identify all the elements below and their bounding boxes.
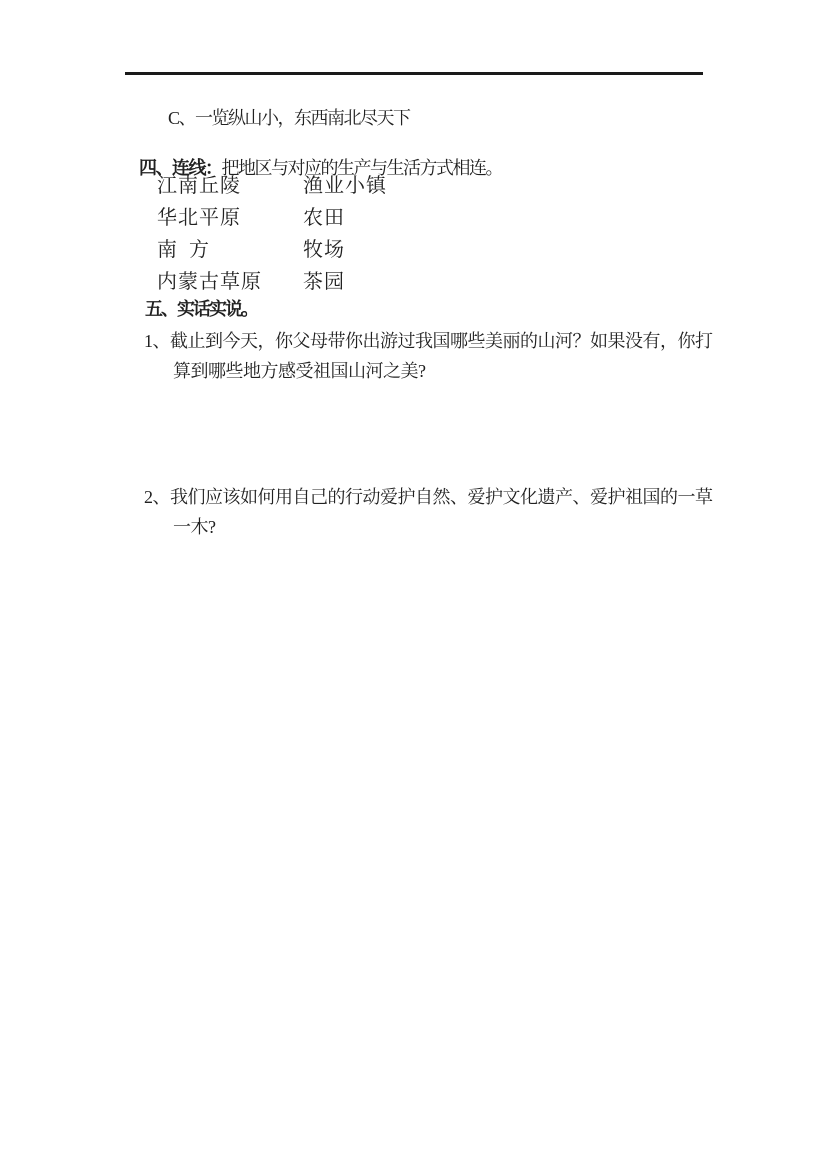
section-four-heading-label: 四、连线： [139, 158, 222, 178]
question-two-line-2: 一木? [173, 517, 216, 537]
section-four-heading-text: 把地区与对应的生产与生活方式相连。 [221, 158, 502, 178]
question-two-line-1: 2、我们应该如何用自己的行动爱护自然、爱护文化遗产、爱护祖国的一草 [144, 487, 713, 507]
match-region-jiangnan-hills: 江南丘陵 [157, 175, 241, 197]
match-region-north-china-plain: 华北平原 [157, 207, 241, 229]
question-one-line-2: 算到哪些地方感受祖国山河之美? [173, 361, 426, 381]
match-lifestyle-fishing-town: 渔业小镇 [303, 175, 387, 197]
question-one-line-1: 1、截止到今天，你父母带你出游过我国哪些美丽的山河？如果没有，你打 [144, 331, 713, 351]
match-region-south: 南 方 [157, 239, 210, 261]
match-lifestyle-pasture: 牧场 [303, 239, 345, 261]
option-c-line: C、一览纵山小，东西南北尽天下 [168, 108, 410, 128]
section-five-heading: 五、实话实说。 [145, 299, 257, 319]
match-lifestyle-tea-garden: 茶园 [303, 271, 345, 293]
header-rule [125, 72, 703, 75]
match-region-inner-mongolia-grassland: 内蒙古草原 [157, 271, 262, 293]
match-lifestyle-farmland: 农田 [303, 207, 345, 229]
